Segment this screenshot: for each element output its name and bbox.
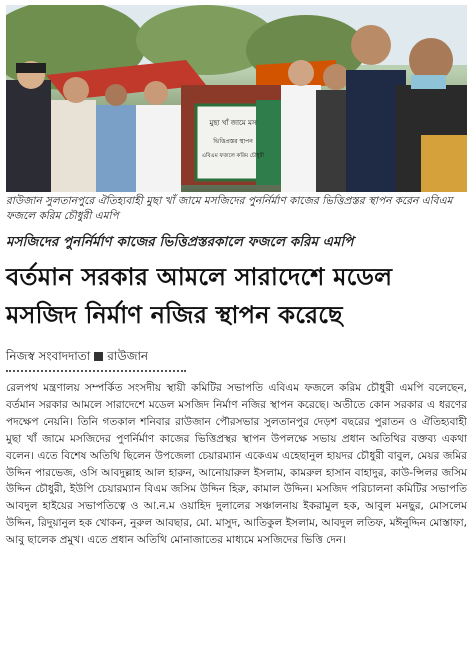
square-bullet-icon: [94, 352, 103, 361]
byline-location: রাউজান: [107, 349, 149, 363]
news-photo: [6, 5, 467, 192]
headline-line-1: বর্তমান সরকার আমলে সারাদেশে মডেল: [6, 263, 393, 291]
dotted-divider: [6, 370, 186, 372]
kicker-headline: মসজিদের পুনর্নির্মাণ কাজের ভিত্তিপ্রস্তরকালে ফজলে করিম এমপি: [6, 234, 354, 250]
main-headline: [6, 258, 467, 334]
ceremony-photo-illustration: [6, 5, 467, 192]
photo-caption: রাউজান সুলতানপুরে ঐতিহ্যবাহী মুছা খাঁ জামে মসজিদের পুনর্নির্মাণ কাজের ভিত্তিপ্রস্তর স্থাপন করেন এবিএম ফজলে করিম চৌধুরী এমপি: [6, 195, 453, 222]
headline-line-2: মসজিদ নির্মাণ নজির স্থাপন করেছে: [6, 301, 343, 329]
plaque-line-3: এবিএম ফজলে করিম চৌধুরী: [201, 153, 265, 159]
byline-reporter: নিজস্ব সংবাদদাতা: [6, 349, 91, 363]
plaque-line-1: মুছা খাঁ জামে মস: [209, 119, 257, 127]
article-body: রেলপথ মন্ত্রণালয় সম্পর্কিত সংসদীয় স্থায়ী কমিটির সভাপতি এবিএম ফজলে করিম চৌধুরী এমপি বলেছেন, বর্তমান সরকার আমলে সারাদেশে মডেল মসজিদ নির্মাণ নজির স্থাপন করেছে। অতীতে কোন সরকার এ ধরণের পদক্ষেপ নেয়নি। তিনি গতকাল শনিবার রাউজান পৌরসভার সুলতানপুর দেড়শ বছরের পুরাতন ও ঐতিহ্যবাহী মুছা খাঁ জামে মসজিদের পুণর্নির্মাণ কাজের ভিত্তিপ্রস্থর স্থাপন উপলক্ষে সভায় প্রধান অতিথির বক্তব্য একথা বলেন। এতে বিশেষ অতিথি ছিলেন উপজেলা চেয়ারম্যান একেএম এহেছানুল হায়দর চৌধুরী বাবুল, মেয়র জমির উদ্দিন পারভেজ, ওসি আবদুল্লাহ আল হারুন, আনোয়ারুল ইসলাম, কামরুল হাসান বাহাদুর, কাউ-ন্সিলর জসিম উদ্দিন চৌধুরী, ইউপি চেয়ারম্যান বিএম জসিম উদ্দিন হিরু, কামাল উদ্দিন। মসজিদ পরিচালনা কমিটির সভাপতি আবদুল হাইয়ের সভাপতিত্বে ও আ.ন.ম ওয়াহিদ দুলালের সঞ্চালনায় ইকরামুল হক, আবুল মনছুর, মোসলেম উদ্দিন, রিদুয়ানুল হক খোকন, নুরুল আবছার, মো. মাসুদ, আতিকুল ইসলাম, আবদুল লতিফ, মঈনুদ্দিন মোস্তাফা, আবু ছালেক প্রমুখ। এতে প্রধান অতিথি মোনাজাতের মাধ্যমে মসজিদের ভিত্তি দেন।: [6, 382, 467, 547]
plaque-line-2: ভিত্তিপ্রস্তর স্থাপন: [213, 138, 253, 145]
byline: [6, 348, 148, 364]
